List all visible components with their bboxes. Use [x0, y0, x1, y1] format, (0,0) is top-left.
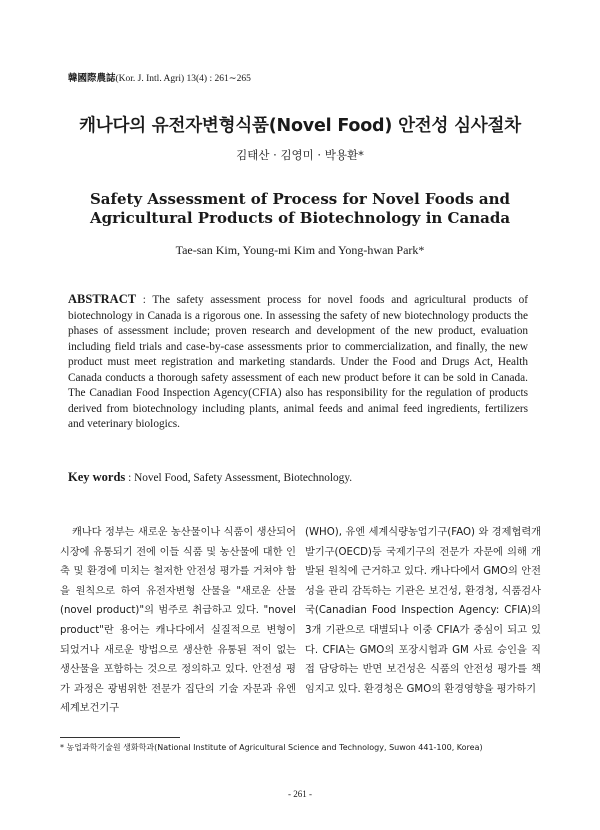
keywords-text: : Novel Food, Safety Assessment, Biotechnology.	[125, 472, 353, 484]
abstract-text: : The safety assessment process for novel foods and agricultural products of biotechnology in Canada is a rigorous one. In assessing the safety of new biotechnology products the phases of assessment include; proven research and development of the new product, evaluation including field trials and case-by-case assessments prior to commercialization, and finally, the new product must meet registration and marketing standards. Under the Food and Drugs Act, Health Canada conducts a thorough safety assessment of each new product before it can be sold in Canada. The Canadian Food Inspection Agency(CFIA) also has responsibility for the regulation of products derived from biotechnology including plants, animal feeds and animal feed ingredients, fertilizers and veterinary biologics.	[68, 294, 528, 430]
body-column-right	[305, 523, 541, 699]
page-number: - 261 -	[288, 789, 312, 799]
body-paragraph-right: (WHO), 유엔 세계식량농업기구(FAO) 와 경제협력개발기구(OECD)등 국제기구의 전문가 자문에 의해 개발된 원칙에 근거하고 있다. 캐나다에서 GMO의 안전성을 관리 감독하는 기관은 보건성, 환경청, 식품검사국(Canadian Food Inspection Agency: CFIA)의 3개 기관으로 대별되나 이중 CFIA가 중심이 되고 있다. CFIA는 GMO의 포장시험과 GM 사료 승인을 직접 담당하는 반면 보건성은 식품의 안전성 평가를 책임지고 있다. 환경청은 GMO의 환경영향을 평가하기	[305, 527, 541, 695]
keywords-label: Key words	[68, 470, 126, 484]
keywords	[68, 470, 352, 485]
title-english: Safety Assessment of Process for Novel Foods and Agricultural Products of Biotechnology in Canada	[89, 190, 511, 227]
journal-header	[68, 70, 251, 84]
body-column-left	[60, 523, 296, 719]
journal-name: 韓國際農誌	[68, 74, 116, 84]
title-korean: 캐나다의 유전자변형식품(Novel Food) 안전성 심사절차	[79, 116, 521, 136]
abstract	[68, 292, 528, 433]
abstract-label: ABSTRACT	[68, 292, 137, 306]
footnote: * 농업과학기술원 생화학과(National Institute of Agricultural Science and Technology, Suwon 441-100, Korea)	[60, 743, 483, 752]
journal-reference: (Kor. J. Intl. Agri) 13(4) : 261∼265	[115, 74, 251, 84]
authors-english: Tae-san Kim, Young-mi Kim and Yong-hwan Park*	[175, 243, 425, 257]
authors-korean: 김태산 · 김영미 · 박용환*	[236, 148, 364, 162]
footnote-divider	[60, 737, 180, 738]
body-paragraph-left: 캐나다 정부는 새로운 농산물이나 식품이 생산되어 시장에 유통되기 전에 이들 식품 및 농산물에 대한 인축 및 환경에 미치는 철저한 안전성 평가를 거쳐야 함을 원칙으로 하여 유전자변형 산물을 "새로운 산물(novel product)"의 범주로 취급하고 있다. "novel product"란 용어는 캐나다에서 실질적으로 변형이 되었거나 새로운 방법으로 생산한 유통된 적이 없는 생산물을 포함하는 것으로 정의하고 있다. 안전성 평가 과정은 광범위한 전문가 집단의 기술 자문과 유엔 세계보건기구	[60, 527, 296, 715]
